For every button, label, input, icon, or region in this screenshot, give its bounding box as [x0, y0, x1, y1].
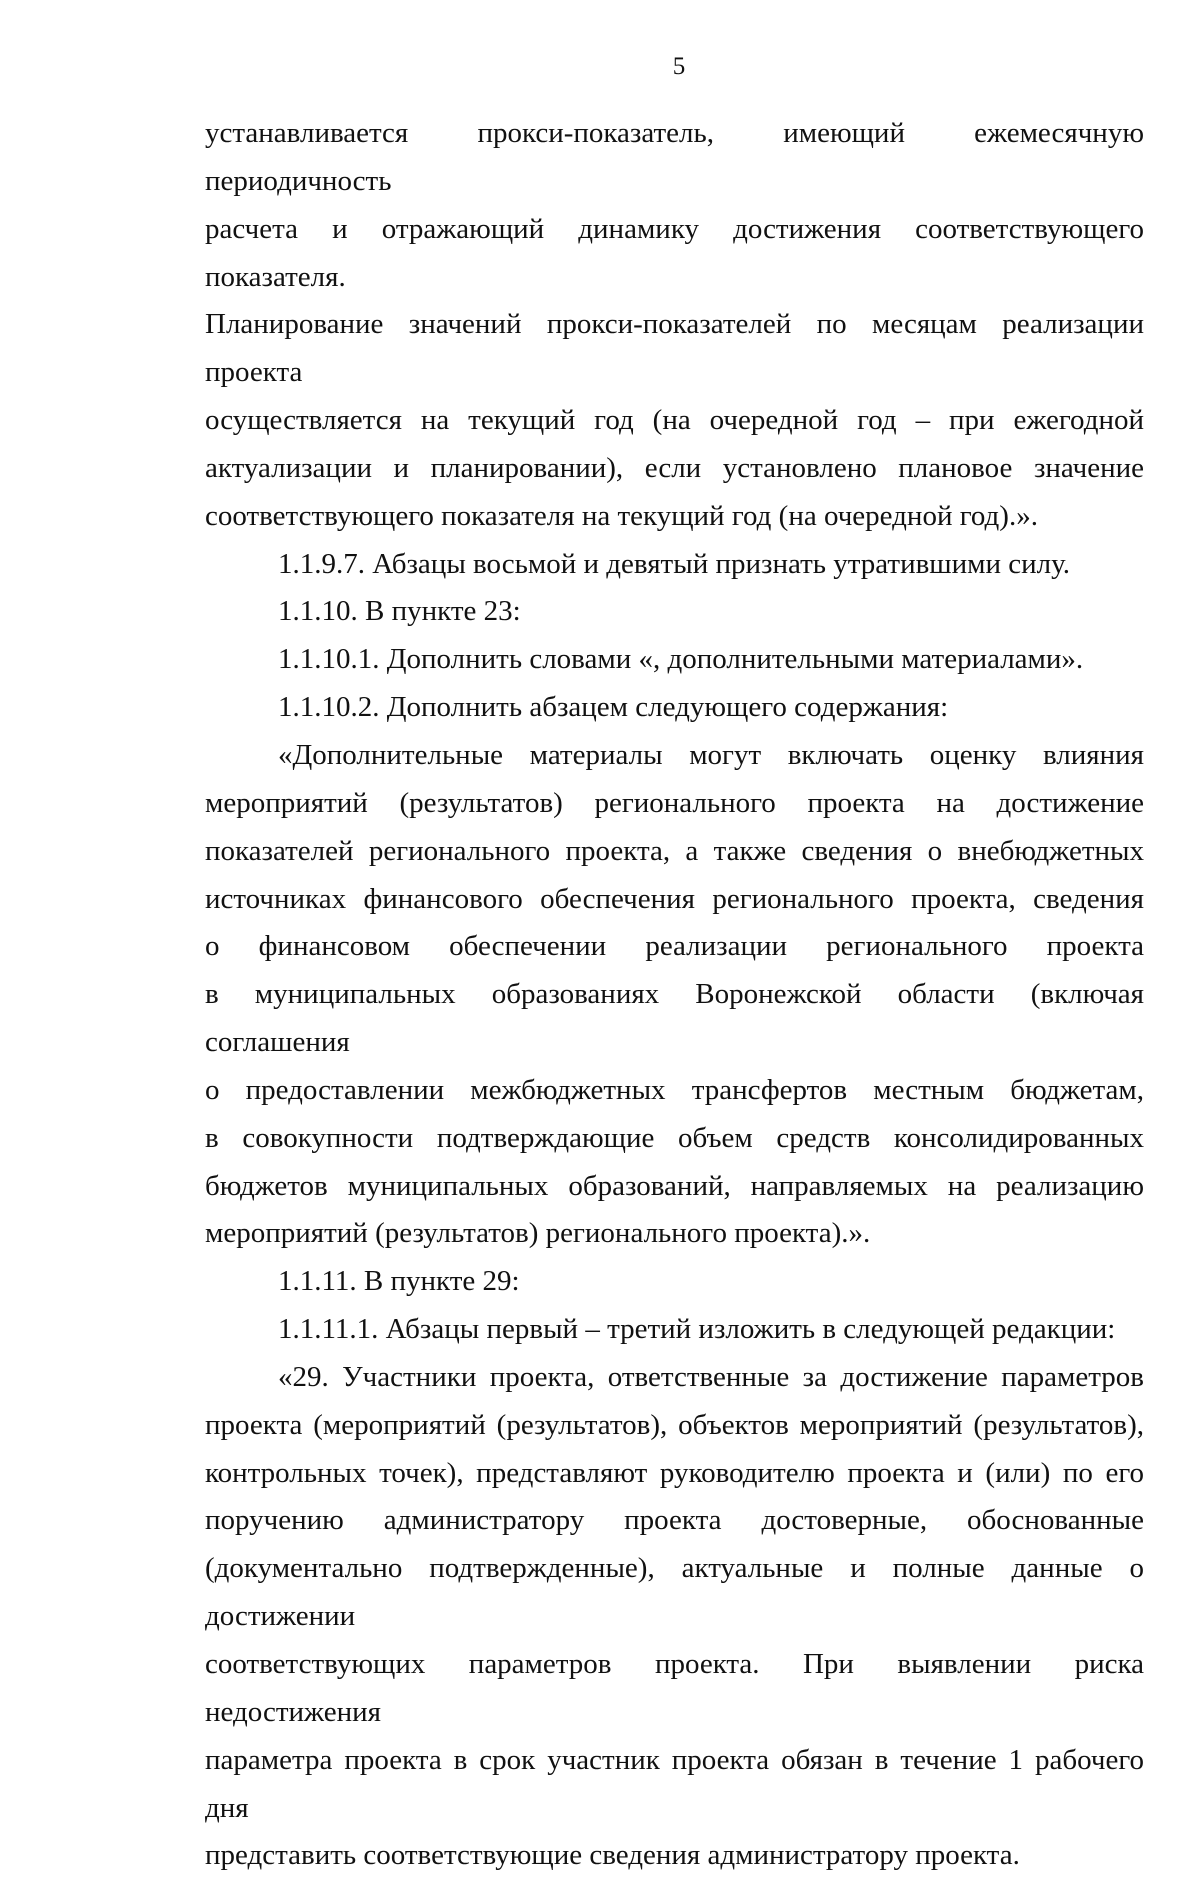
text-line: в муниципальных образованиях Воронежской области (включая соглашения	[205, 978, 1144, 1059]
text-line: показателей регионального проекта, а также сведения о внебюджетных	[205, 834, 1144, 867]
text-line: осуществляется на текущий год (на очередной год – при ежегодной	[205, 404, 1144, 437]
text-line: 1.1.11. В пункте 29:	[278, 1265, 520, 1298]
text-line: актуализации и планировании), если установлено плановое значение	[205, 451, 1144, 484]
text-line: проекта (мероприятий (результатов), объектов мероприятий (результатов),	[205, 1408, 1144, 1441]
text-line: мероприятий (результатов) регионального проекта на достижение	[205, 786, 1144, 819]
text-line: 1.1.10. В пункте 23:	[278, 595, 521, 628]
text-line: Планирование значений прокси-показателей по месяцам реализации проекта	[205, 308, 1144, 389]
text-line: о финансовом обеспечении реализации регионального проекта	[205, 930, 1144, 963]
text-line: расчета и отражающий динамику достижения соответствующего показателя.	[205, 212, 1144, 293]
page-number: 5	[672, 53, 686, 80]
text-line: о предоставлении межбюджетных трансфертов местным бюджетам,	[205, 1073, 1144, 1106]
text-line: параметра проекта в срок участник проекта обязан в течение 1 рабочего дня	[205, 1743, 1144, 1824]
text-line: соответствующего показателя на текущий год (на очередной год).».	[205, 499, 1038, 532]
text-line: «Дополнительные материалы могут включать оценку влияния	[278, 738, 1144, 771]
text-line: 1.1.10.1. Дополнить словами «, дополнительными материалами».	[278, 643, 1084, 676]
text-line: устанавливается прокси-показатель, имеющий ежемесячную периодичность	[205, 117, 1144, 197]
text-line: в совокупности подтверждающие объем средств консолидированных	[205, 1121, 1144, 1154]
document-body	[205, 110, 1144, 1880]
text-line: соответствующих параметров проекта. При выявлении риска недостижения	[205, 1648, 1144, 1728]
text-line: поручению администратору проекта достоверные, обоснованные	[205, 1504, 1144, 1537]
text-line: 1.1.11.1. Абзацы первый – третий изложить в следующей редакции:	[278, 1313, 1116, 1346]
text-line: источниках финансового обеспечения регионального проекта, сведения	[205, 882, 1144, 915]
text-line: (документально подтвержденные), актуальные и полные данные о достижении	[205, 1552, 1144, 1633]
text-line: бюджетов муниципальных образований, направляемых на реализацию	[205, 1169, 1144, 1202]
text-line: контрольных точек), представляют руководителю проекта и (или) по его	[205, 1456, 1144, 1489]
text-line: мероприятий (результатов) регионального проекта).».	[205, 1217, 871, 1250]
text-line: 1.1.10.2. Дополнить абзацем следующего содержания:	[278, 691, 949, 724]
text-line: 1.1.9.7. Абзацы восьмой и девятый признать утратившими силу.	[278, 547, 1070, 580]
text-line: «29. Участники проекта, ответственные за достижение параметров	[278, 1360, 1144, 1393]
text-line: представить соответствующие сведения администратору проекта.	[205, 1839, 1020, 1872]
